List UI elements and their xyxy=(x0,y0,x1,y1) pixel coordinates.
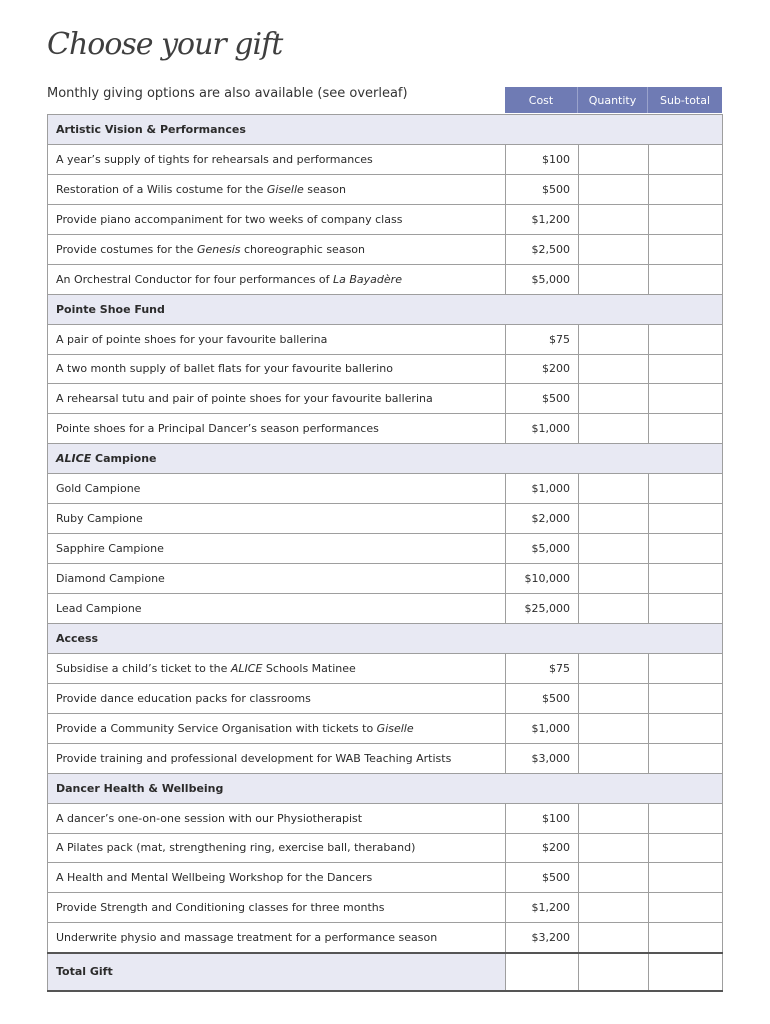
table-row xyxy=(48,863,723,893)
table-row xyxy=(48,174,723,204)
total-quantity-cell[interactable] xyxy=(579,953,649,991)
description-text: Provide a Community Service Organisation with tickets to xyxy=(56,721,377,735)
italic-title-text: Giselle xyxy=(376,721,414,735)
cost-cell xyxy=(506,294,579,324)
quantity-cell[interactable] xyxy=(579,653,649,683)
table-row xyxy=(48,594,723,624)
gift-table xyxy=(47,114,723,992)
subtotal-cell[interactable] xyxy=(649,534,723,564)
description-text: Restoration of a Wilis costume for the xyxy=(56,182,267,196)
gift-description xyxy=(48,324,506,354)
gift-description xyxy=(48,743,506,773)
quantity-cell xyxy=(579,444,649,474)
description-text: choreographic season xyxy=(240,242,365,256)
cost-cell: $5,000 xyxy=(506,264,579,294)
category-row xyxy=(48,294,723,324)
quantity-cell[interactable] xyxy=(579,504,649,534)
description-text: A Health and Mental Wellbeing Workshop for the Dancers xyxy=(56,871,373,885)
description-text: Sapphire Campione xyxy=(56,542,164,556)
cost-cell: $75 xyxy=(506,653,579,683)
description-text: Artistic Vision & Performances xyxy=(56,122,246,136)
table-row xyxy=(48,324,723,354)
cost-cell: $100 xyxy=(506,144,579,174)
table-row xyxy=(48,414,723,444)
italic-title-text: Giselle xyxy=(266,182,304,196)
category-label xyxy=(48,444,506,474)
cost-cell: $200 xyxy=(506,833,579,863)
cost-cell: $2,000 xyxy=(506,504,579,534)
description-text: A year’s supply of tights for rehearsals and performances xyxy=(56,152,373,166)
cost-cell xyxy=(506,115,579,145)
description-text: A two month supply of ballet flats for your favourite ballerino xyxy=(56,362,393,376)
table-row xyxy=(48,713,723,743)
subtotal-cell[interactable] xyxy=(649,174,723,204)
quantity-cell[interactable] xyxy=(579,833,649,863)
table-row xyxy=(48,683,723,713)
description-text: Subsidise a child’s ticket to the xyxy=(56,661,231,675)
description-text: A Pilates pack (mat, strengthening ring, exercise ball, theraband) xyxy=(56,841,416,855)
column-header-subtotal: Sub-total xyxy=(648,87,722,113)
description-text: Provide training and professional development for WAB Teaching Artists xyxy=(56,751,452,765)
cost-cell: $1,200 xyxy=(506,204,579,234)
total-subtotal-cell[interactable] xyxy=(649,953,723,991)
gift-description xyxy=(48,234,506,264)
cost-cell: $5,000 xyxy=(506,534,579,564)
italic-title-text: La Bayadère xyxy=(333,272,402,286)
cost-cell: $1,200 xyxy=(506,893,579,923)
category-label xyxy=(48,294,506,324)
quantity-cell[interactable] xyxy=(579,923,649,953)
description-text: Access xyxy=(56,631,99,645)
italic-title-text: ALICE xyxy=(56,452,92,466)
gift-description xyxy=(48,833,506,863)
gift-description xyxy=(48,803,506,833)
subtotal-cell[interactable] xyxy=(649,384,723,414)
subtotal-cell[interactable] xyxy=(649,863,723,893)
italic-title-text: ALICE xyxy=(230,661,263,675)
description-text: Underwrite physio and massage treatment for a performance season xyxy=(56,931,438,945)
subtotal-cell[interactable] xyxy=(649,264,723,294)
quantity-cell xyxy=(579,773,649,803)
subtotal-cell[interactable] xyxy=(649,653,723,683)
quantity-cell[interactable] xyxy=(579,174,649,204)
subtotal-cell[interactable] xyxy=(649,234,723,264)
description-text: A rehearsal tutu and pair of pointe shoes for your favourite ballerina xyxy=(56,392,433,406)
category-row xyxy=(48,623,723,653)
subtotal-cell[interactable] xyxy=(649,893,723,923)
quantity-cell[interactable] xyxy=(579,743,649,773)
cost-cell xyxy=(506,773,579,803)
table-row xyxy=(48,354,723,384)
cost-cell: $1,000 xyxy=(506,414,579,444)
subtotal-cell xyxy=(649,294,723,324)
gift-description xyxy=(48,564,506,594)
subtotal-cell[interactable] xyxy=(649,713,723,743)
table-row xyxy=(48,474,723,504)
column-header-quantity: Quantity xyxy=(578,87,648,113)
quantity-cell[interactable] xyxy=(579,354,649,384)
page-title: Choose your gift xyxy=(47,27,283,62)
cost-cell xyxy=(506,444,579,474)
table-row xyxy=(48,204,723,234)
total-row xyxy=(48,953,723,991)
subtotal-cell[interactable] xyxy=(649,504,723,534)
column-header-cost: Cost xyxy=(505,87,578,113)
description-text: An Orchestral Conductor for four performances of xyxy=(56,272,334,286)
gift-description xyxy=(48,174,506,204)
cost-cell: $1,000 xyxy=(506,713,579,743)
description-text: A dancer’s one-on-one session with our Physiotherapist xyxy=(56,811,363,825)
category-row xyxy=(48,444,723,474)
subtotal-cell xyxy=(649,623,723,653)
cost-cell: $75 xyxy=(506,324,579,354)
gift-description xyxy=(48,534,506,564)
quantity-cell[interactable] xyxy=(579,324,649,354)
quantity-cell xyxy=(579,294,649,324)
description-text: Provide piano accompaniment for two weeks of company class xyxy=(56,212,403,226)
subtotal-cell[interactable] xyxy=(649,803,723,833)
subtotal-cell[interactable] xyxy=(649,414,723,444)
table-row xyxy=(48,923,723,953)
gift-description xyxy=(48,414,506,444)
table-row xyxy=(48,743,723,773)
cost-cell: $3,200 xyxy=(506,923,579,953)
subtotal-cell[interactable] xyxy=(649,354,723,384)
cost-cell: $500 xyxy=(506,863,579,893)
italic-title-text: Genesis xyxy=(196,242,241,256)
quantity-cell[interactable] xyxy=(579,713,649,743)
table-row xyxy=(48,893,723,923)
description-text: Gold Campione xyxy=(56,482,141,496)
quantity-cell[interactable] xyxy=(579,234,649,264)
quantity-cell[interactable] xyxy=(579,204,649,234)
quantity-cell[interactable] xyxy=(579,414,649,444)
total-label: Total Gift xyxy=(48,953,506,991)
gift-description xyxy=(48,384,506,414)
cost-cell: $500 xyxy=(506,384,579,414)
cost-cell xyxy=(506,623,579,653)
quantity-cell[interactable] xyxy=(579,893,649,923)
description-text: Dancer Health & Wellbeing xyxy=(56,781,224,795)
gift-description xyxy=(48,653,506,683)
subtotal-cell[interactable] xyxy=(649,743,723,773)
cost-cell: $3,000 xyxy=(506,743,579,773)
subtotal-cell xyxy=(649,773,723,803)
subtitle: Monthly giving options are also available (see overleaf) xyxy=(47,86,408,101)
subtotal-cell[interactable] xyxy=(649,564,723,594)
quantity-cell[interactable] xyxy=(579,474,649,504)
category-row xyxy=(48,115,723,145)
category-label xyxy=(48,623,506,653)
quantity-cell[interactable] xyxy=(579,144,649,174)
description-text: Lead Campione xyxy=(56,601,142,615)
gift-description xyxy=(48,893,506,923)
quantity-cell xyxy=(579,115,649,145)
gift-description xyxy=(48,594,506,624)
table-row xyxy=(48,803,723,833)
gift-description xyxy=(48,474,506,504)
cost-cell: $2,500 xyxy=(506,234,579,264)
table-row xyxy=(48,564,723,594)
quantity-cell[interactable] xyxy=(579,594,649,624)
cost-cell: $25,000 xyxy=(506,594,579,624)
cost-cell: $10,000 xyxy=(506,564,579,594)
cost-cell: $500 xyxy=(506,174,579,204)
description-text: Diamond Campione xyxy=(56,572,165,586)
cost-cell: $500 xyxy=(506,683,579,713)
quantity-cell[interactable] xyxy=(579,564,649,594)
table-row xyxy=(48,144,723,174)
description-text: Schools Matinee xyxy=(262,661,356,675)
table-row xyxy=(48,504,723,534)
gift-description xyxy=(48,204,506,234)
quantity-cell[interactable] xyxy=(579,863,649,893)
category-label xyxy=(48,115,506,145)
subtotal-cell[interactable] xyxy=(649,683,723,713)
description-text: Campione xyxy=(91,452,157,466)
quantity-cell[interactable] xyxy=(579,803,649,833)
gift-description xyxy=(48,923,506,953)
subtotal-cell[interactable] xyxy=(649,923,723,953)
gift-description xyxy=(48,264,506,294)
table-row xyxy=(48,653,723,683)
gift-table-body xyxy=(48,115,723,953)
category-label xyxy=(48,773,506,803)
subtotal-cell[interactable] xyxy=(649,474,723,504)
quantity-cell[interactable] xyxy=(579,264,649,294)
gift-description xyxy=(48,354,506,384)
quantity-cell[interactable] xyxy=(579,534,649,564)
subtotal-cell[interactable] xyxy=(649,144,723,174)
description-text: Ruby Campione xyxy=(56,512,143,526)
subtotal-cell[interactable] xyxy=(649,833,723,863)
category-row xyxy=(48,773,723,803)
cost-cell: $200 xyxy=(506,354,579,384)
quantity-cell[interactable] xyxy=(579,384,649,414)
description-text: Provide dance education packs for classrooms xyxy=(56,691,311,705)
table-row xyxy=(48,534,723,564)
subtotal-cell xyxy=(649,115,723,145)
quantity-cell[interactable] xyxy=(579,683,649,713)
table-row xyxy=(48,234,723,264)
table-row xyxy=(48,833,723,863)
cost-cell: $1,000 xyxy=(506,474,579,504)
gift-description xyxy=(48,504,506,534)
description-text: Provide costumes for the xyxy=(56,242,197,256)
subtotal-cell xyxy=(649,444,723,474)
gift-description xyxy=(48,683,506,713)
description-text: Pointe Shoe Fund xyxy=(56,302,165,316)
subtotal-cell[interactable] xyxy=(649,204,723,234)
description-text: season xyxy=(303,182,346,196)
total-cost-cell xyxy=(506,953,579,991)
cost-cell: $100 xyxy=(506,803,579,833)
gift-description xyxy=(48,713,506,743)
description-text: Pointe shoes for a Principal Dancer’s season performances xyxy=(56,422,379,436)
gift-description xyxy=(48,863,506,893)
subtotal-cell[interactable] xyxy=(649,324,723,354)
subtotal-cell[interactable] xyxy=(649,594,723,624)
table-row xyxy=(48,384,723,414)
description-text: Provide Strength and Conditioning classes for three months xyxy=(56,901,385,915)
quantity-cell xyxy=(579,623,649,653)
description-text: A pair of pointe shoes for your favourite ballerina xyxy=(56,332,328,346)
table-row xyxy=(48,264,723,294)
gift-description xyxy=(48,144,506,174)
